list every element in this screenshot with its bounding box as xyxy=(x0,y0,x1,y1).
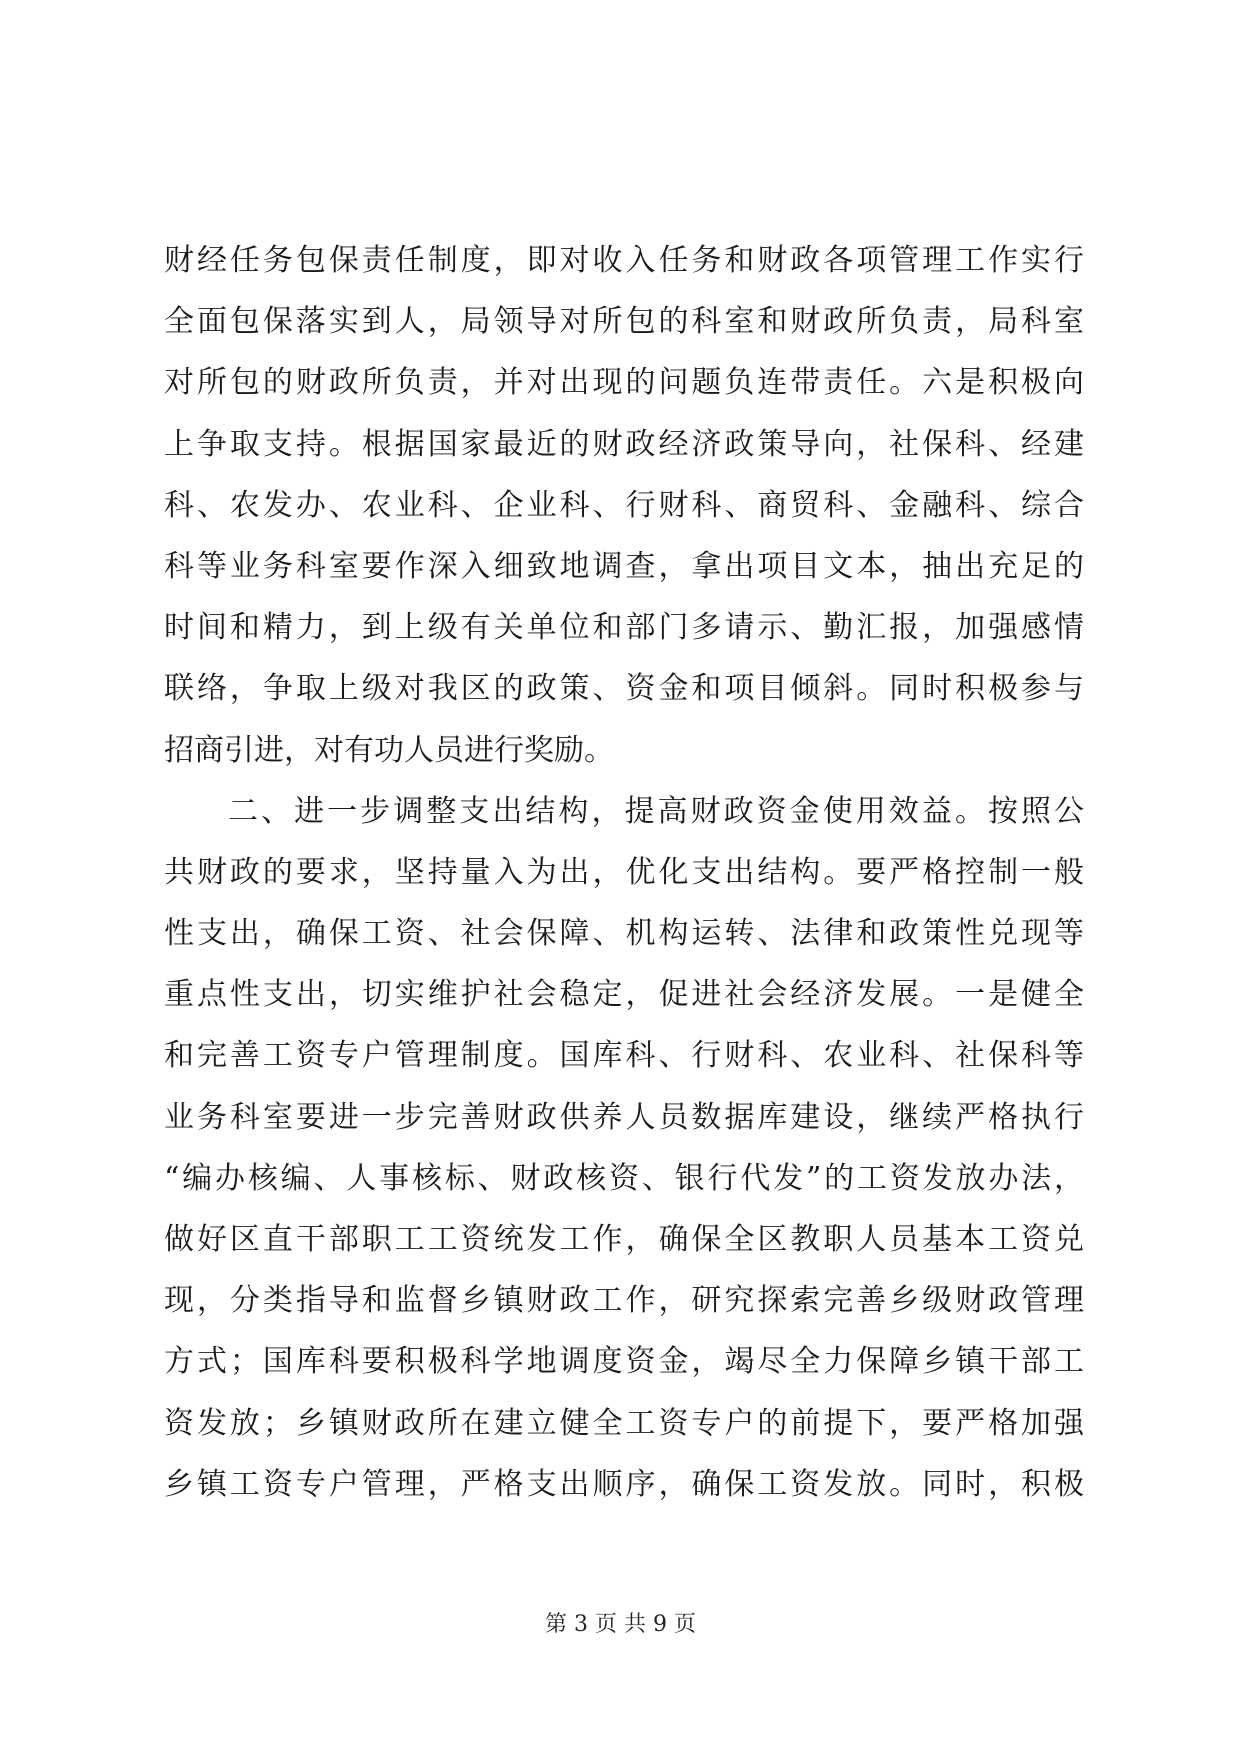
text-line: 科等业务科室要作深入细致地调查，拿出项目文本，抽出充足的 xyxy=(164,548,1084,584)
text-line: 乡镇工资专户管理，严格支出顺序，确保工资发放。同时，积极 xyxy=(164,1466,1084,1502)
text-line: 招商引进，对有功人员进行奖励。 xyxy=(164,732,614,768)
text-line: 共财政的要求，坚持量入为出，优化支出结构。要严格控制一般 xyxy=(164,854,1084,890)
text-line: 财经任务包保责任制度，即对收入任务和财政各项管理工作实行 xyxy=(164,243,1084,278)
text-line: 上争取支持。根据国家最近的财政经济政策导向，社保科、经建 xyxy=(164,426,1084,462)
text-line: 业务科室要进一步完善财政供养人员数据库建设，继续严格执行 xyxy=(164,1099,1084,1135)
text-line: 现，分类指导和监督乡镇财政工作，研究探索完善乡级财政管理 xyxy=(164,1283,1084,1319)
text-line: 方式；国库科要积极科学地调度资金，竭尽全力保障乡镇干部工 xyxy=(164,1344,1084,1380)
text-line: 科、农发办、农业科、企业科、行财科、商贸科、金融科、综合 xyxy=(164,487,1084,523)
text-line: 对所包的财政所负责，并对出现的问题负连带责任。六是积极向 xyxy=(164,365,1084,401)
text-line: “编办核编、人事核标、财政核资、银行代发”的工资发放办法， xyxy=(164,1160,1084,1196)
paragraph-2 xyxy=(164,781,1084,1515)
text-line: 性支出，确保工资、社会保障、机构运转、法律和政策性兑现等 xyxy=(164,916,1084,952)
paragraph-1 xyxy=(164,230,1084,781)
text-line: 做好区直干部职工工资统发工作，确保全区教职人员基本工资兑 xyxy=(164,1222,1084,1257)
text-line: 重点性支出，切实维护社会稳定，促进社会经济发展。一是健全 xyxy=(164,977,1084,1013)
text-line: 全面包保落实到人，局领导对所包的科室和财政所负责，局科室 xyxy=(164,304,1084,340)
text-line: 联络，争取上级对我区的政策、资金和项目倾斜。同时积极参与 xyxy=(164,671,1084,707)
text-line: 二、进一步调整支出结构，提高财政资金使用效益。按照公 xyxy=(228,793,1084,829)
text-line: 时间和精力，到上级有关单位和部门多请示、勤汇报，加强感情 xyxy=(164,610,1084,646)
text-line: 资发放；乡镇财政所在建立健全工资专户的前提下，要严格加强 xyxy=(164,1405,1084,1441)
document-body xyxy=(164,230,1084,1515)
text-line: 和完善工资专户管理制度。国库科、行财科、农业科、社保科等 xyxy=(164,1038,1084,1074)
page-number-footer: 第 3 页 共 9 页 xyxy=(545,1612,696,1637)
